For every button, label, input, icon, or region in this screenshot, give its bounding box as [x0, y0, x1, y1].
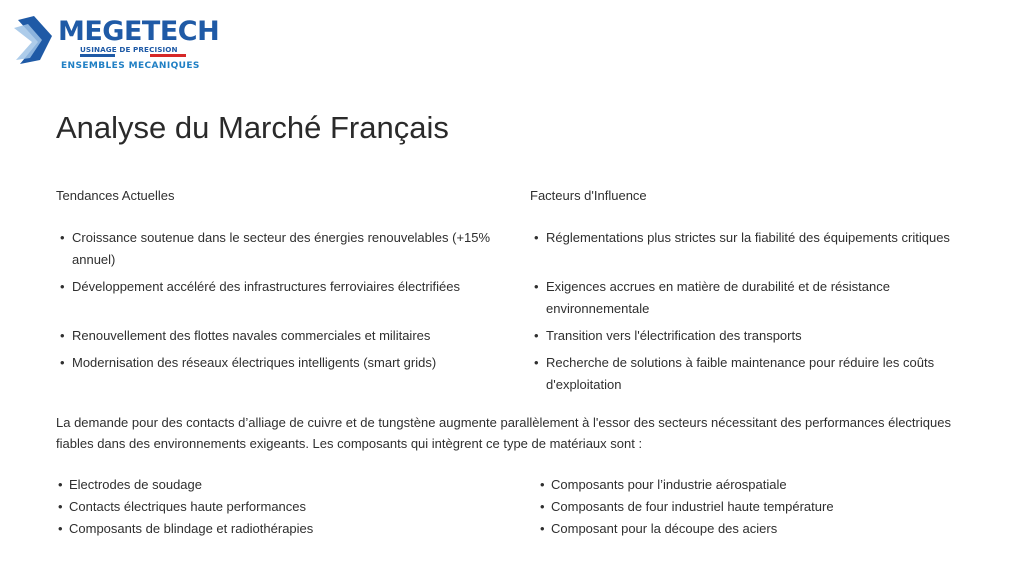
list-item: • Recherche de solutions à faible maintenance pour réduire les coûts d'exploitation: [530, 352, 970, 396]
page-title: Analyse du Marché Français: [56, 110, 449, 145]
logo-name: MEGETECH: [58, 16, 220, 47]
trends-heading: Tendances Actuelles: [56, 188, 175, 203]
logo-swoosh-icon: [12, 14, 56, 66]
components-right-section: [538, 474, 958, 540]
logo-flag-stripe: [80, 54, 186, 57]
list-item: • Composant pour la découpe des aciers: [538, 518, 958, 540]
list-item: • Exigences accrues en matière de durabilité et de résistance environnementale: [530, 276, 970, 325]
factors-heading: Facteurs d'Influence: [530, 188, 647, 203]
list-item: • Composants pour l’industrie aérospatiale: [538, 474, 958, 496]
list-item: • Développement accéléré des infrastructures ferroviaires électrifiées: [56, 276, 496, 325]
trends-list: [56, 227, 496, 374]
list-item: • Composants de blindage et radiothérapies: [56, 518, 476, 540]
list-item: • Renouvellement des flottes navales commerciales et militaires: [56, 325, 496, 352]
list-item: • Croissance soutenue dans le secteur des énergies renouvelables (+15% annuel): [56, 227, 496, 276]
trends-section: [56, 185, 496, 374]
factors-list: [530, 227, 970, 396]
components-right-list: [538, 474, 958, 540]
list-item: • Contacts électriques haute performances: [56, 496, 476, 518]
company-logo: [12, 12, 220, 72]
list-item: • Composants de four industriel haute température: [538, 496, 958, 518]
components-left-list: [56, 474, 476, 540]
logo-tagline: ENSEMBLES MECANIQUES: [61, 61, 200, 71]
list-item: • Electrodes de soudage: [56, 474, 476, 496]
list-item: • Réglementations plus strictes sur la fiabilité des équipements critiques: [530, 227, 970, 276]
demand-paragraph: La demande pour des contacts d’alliage de cuivre et de tungstène augmente parallèlement à l'essor des secteurs nécessitant des performances électriques fiables dans des environnements exigeants. Les composants qui intègrent ce type de matériaux sont :: [56, 415, 951, 451]
list-item: • Transition vers l'électrification des transports: [530, 325, 970, 352]
components-left-section: [56, 474, 476, 540]
list-item: • Modernisation des réseaux électriques intelligents (smart grids): [56, 352, 496, 374]
factors-section: [530, 185, 970, 396]
logo-subtitle: USINAGE DE PRECISION: [80, 45, 178, 54]
